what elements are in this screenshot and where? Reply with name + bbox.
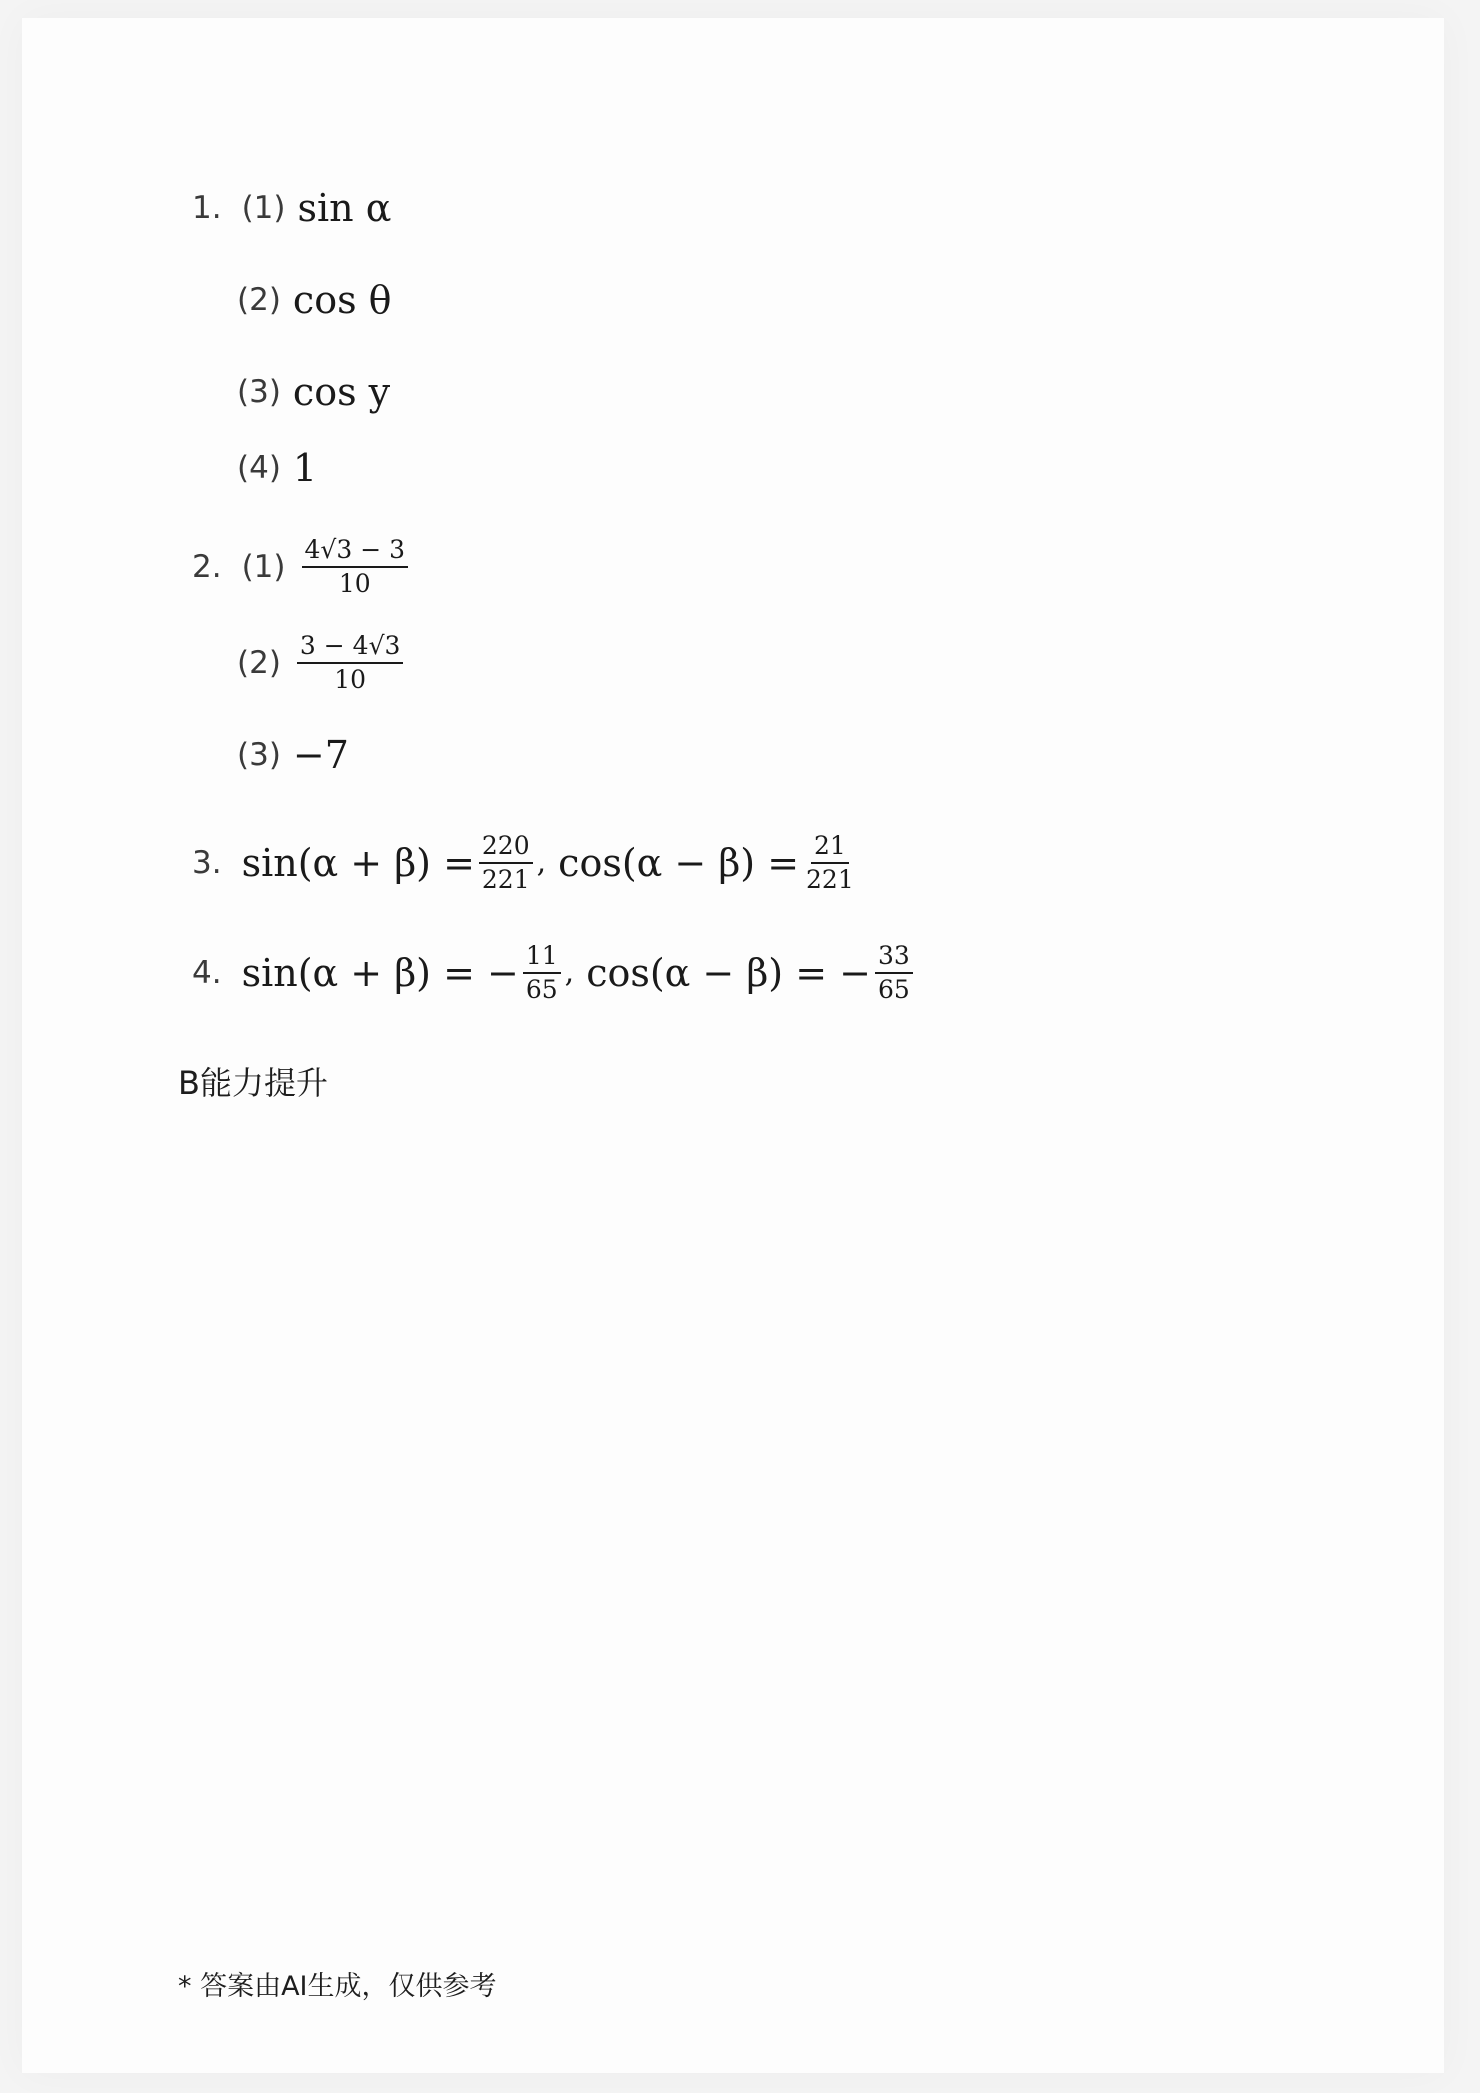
q1-part3 xyxy=(237,370,390,414)
document-page xyxy=(22,18,1444,2073)
q1-number: 1. xyxy=(192,190,222,226)
q3-cos-numerator: 21 xyxy=(811,832,849,864)
q1-part1 xyxy=(192,186,391,230)
q2-part1-fraction xyxy=(302,536,409,597)
section-heading: B能力提升 xyxy=(178,1064,328,1102)
q2-part2-fraction xyxy=(297,632,404,693)
q2-part3-label: (3) xyxy=(237,737,281,773)
q3-number: 3. xyxy=(192,844,222,881)
q2-number: 2. xyxy=(192,548,222,585)
q2-part1-numerator: 4√3 − 3 xyxy=(302,536,409,568)
q1-part1-label: (1) xyxy=(241,190,286,226)
q4-sin-lhs: sin(α + β) = − xyxy=(241,950,519,995)
q4-separator: , xyxy=(564,955,575,990)
q4-cos-lhs: cos(α − β) = − xyxy=(586,950,871,995)
q1-part3-label: (3) xyxy=(237,374,281,410)
q4-cos-fraction xyxy=(875,942,913,1003)
q2-part2-numerator: 3 − 4√3 xyxy=(297,632,404,664)
q2-part2 xyxy=(237,632,407,693)
q1-part4 xyxy=(237,446,317,490)
q4-answer xyxy=(192,942,917,1003)
q2-part2-label: (2) xyxy=(237,644,281,681)
q2-part3 xyxy=(237,733,349,777)
q4-sin-numerator: 11 xyxy=(523,942,561,974)
ai-disclaimer-footnote: * 答案由AI生成，仅供参考 xyxy=(178,1971,497,2002)
q1-part4-label: (4) xyxy=(237,450,281,486)
q1-part4-expr: 1 xyxy=(292,446,318,490)
q1-part1-expr: sin α xyxy=(297,186,392,230)
q2-part1 xyxy=(192,536,412,597)
q3-sin-denominator: 221 xyxy=(481,864,530,894)
q3-sin-lhs: sin(α + β) = xyxy=(241,840,475,885)
q4-sin-fraction xyxy=(523,942,561,1003)
q4-number: 4. xyxy=(192,954,222,991)
q3-cos-denominator: 221 xyxy=(806,864,854,894)
q2-part2-denominator: 10 xyxy=(334,664,367,694)
q2-part1-label: (1) xyxy=(241,548,286,585)
q3-cos-lhs: cos(α − β) = xyxy=(558,840,800,885)
q4-cos-denominator: 65 xyxy=(877,974,910,1004)
q3-sin-fraction xyxy=(479,832,533,893)
q2-part1-denominator: 10 xyxy=(338,568,371,598)
q3-answer xyxy=(192,832,861,893)
q3-sin-numerator: 220 xyxy=(479,832,533,864)
q2-part3-expr: −7 xyxy=(292,733,349,777)
q3-separator: , xyxy=(536,845,547,880)
q4-sin-denominator: 65 xyxy=(525,974,558,1004)
q1-part3-expr: cos y xyxy=(292,370,391,414)
q4-cos-numerator: 33 xyxy=(875,942,913,974)
q3-cos-fraction xyxy=(803,832,857,893)
q1-part2 xyxy=(237,278,392,322)
q1-part2-expr: cos θ xyxy=(292,278,392,322)
q1-part2-label: (2) xyxy=(237,282,281,318)
